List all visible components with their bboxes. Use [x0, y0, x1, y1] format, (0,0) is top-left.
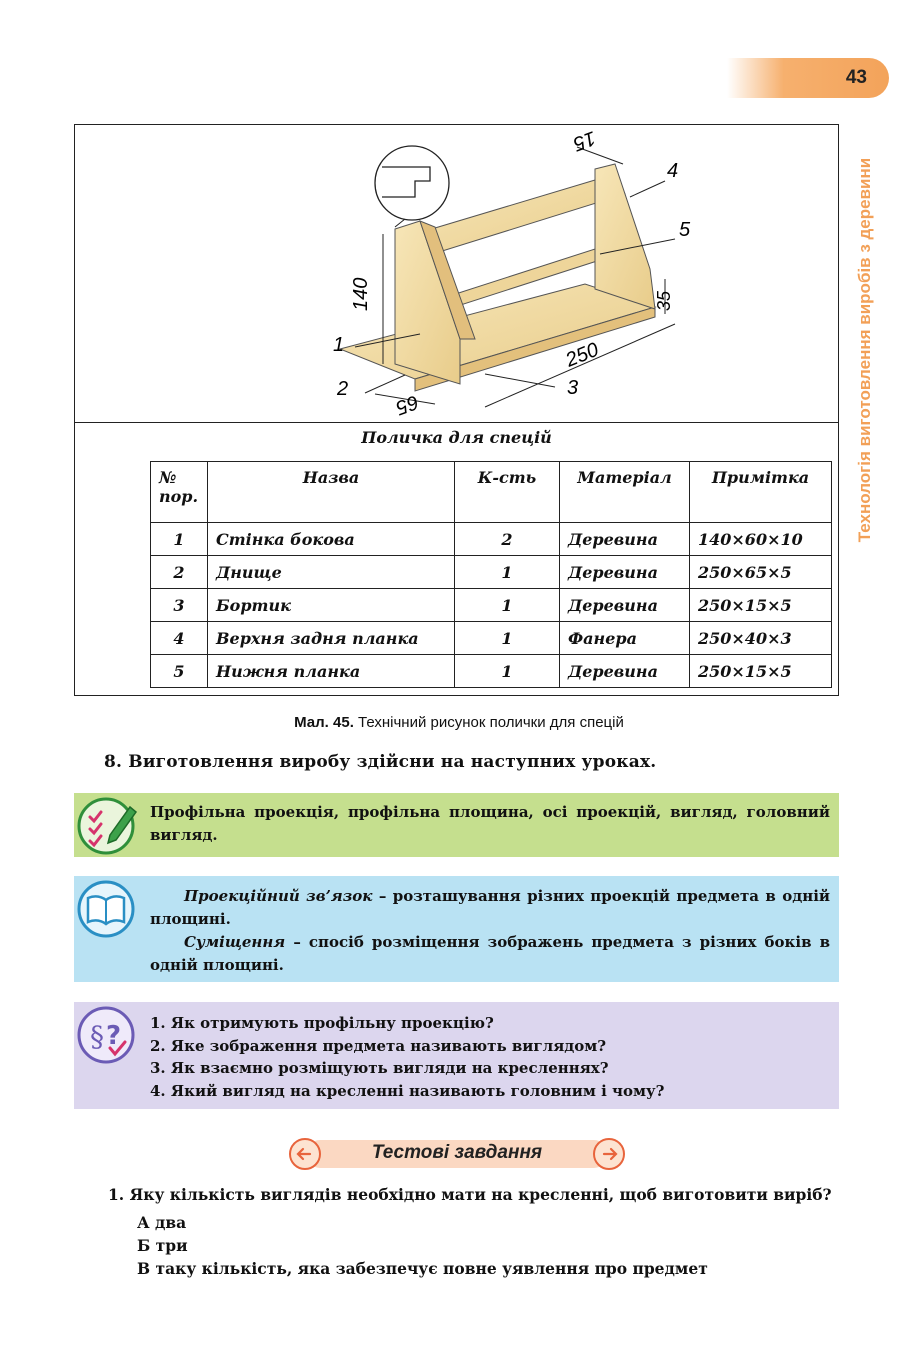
answer-letter: А — [137, 1213, 150, 1232]
callout-3: 3 — [567, 377, 579, 399]
cell-material: Деревина — [560, 556, 690, 589]
cell-num: 2 — [151, 556, 208, 589]
cell-note: 250×65×5 — [690, 556, 832, 589]
questions-box — [74, 1002, 839, 1109]
svg-text:?: ? — [106, 1021, 122, 1051]
callout-4: 4 — [667, 160, 679, 182]
leader-2 — [365, 375, 405, 393]
checklist-pencil-icon — [76, 795, 138, 857]
answer-text: таку кількість, яка забезпечує повне уявлення про предмет — [150, 1259, 708, 1278]
list-item: 4. Який вигляд на кресленні називають головним і чому? — [150, 1081, 665, 1100]
questions-list — [150, 1012, 664, 1102]
tests-header — [288, 1137, 626, 1171]
tests-title: Тестові завдання — [371, 1142, 543, 1163]
cell-name: Нижня планка — [208, 655, 455, 688]
answer-text: два — [149, 1213, 187, 1232]
answer-text: три — [150, 1236, 188, 1255]
answer-option-a — [137, 1211, 708, 1234]
definition-2-text: – спосіб розміщення зображень предмета з різних боків в одній площині. — [150, 933, 830, 974]
right-side-wall — [595, 164, 655, 309]
test-question-1: 1. Яку кількість виглядів необхідно мати на кресленні, щоб виготовити виріб? — [108, 1185, 832, 1204]
chapter-side-title-text: Технологія виготовлення виробів з деревини — [855, 157, 874, 542]
cell-num: 1 — [151, 523, 208, 556]
dim-label-35: 35 — [654, 290, 674, 311]
header-num: № пор. — [151, 462, 208, 523]
chapter-side-title — [845, 122, 885, 577]
cell-note: 250×40×3 — [690, 622, 832, 655]
dim-label-65: 65 — [392, 390, 422, 419]
svg-text:§: § — [90, 1020, 104, 1053]
caption-label: Мал. 45. — [294, 714, 354, 731]
callout-1: 1 — [333, 334, 345, 356]
cell-material: Деревина — [560, 589, 690, 622]
cell-material: Деревина — [560, 655, 690, 688]
cell-num: 3 — [151, 589, 208, 622]
table-row — [151, 655, 832, 688]
definition-2-term: Суміщення — [184, 933, 286, 951]
keywords-box — [74, 793, 839, 857]
step-8-text: 8. Виготовлення виробу здійсни на наступних уроках. — [104, 752, 657, 772]
cell-name: Бортик — [208, 589, 455, 622]
answer-option-c — [137, 1257, 708, 1280]
callout-2: 2 — [337, 378, 349, 400]
cell-note: 140×60×10 — [690, 523, 832, 556]
cell-material: Фанера — [560, 622, 690, 655]
figure-title: Поличка для спецій — [361, 428, 552, 447]
definition-1 — [150, 885, 830, 931]
definition-1-term: Проекційний зв’язок — [184, 887, 373, 905]
cell-qty: 1 — [455, 589, 560, 622]
leader-4 — [630, 181, 665, 197]
callout-5: 5 — [679, 219, 691, 241]
cell-note: 250×15×5 — [690, 655, 832, 688]
header-name: Назва — [208, 462, 455, 523]
header-qty: К-сть — [455, 462, 560, 523]
cell-qty: 2 — [455, 523, 560, 556]
page-number-tab — [727, 58, 889, 98]
test-answers — [137, 1211, 708, 1280]
cell-name: Днище — [208, 556, 455, 589]
cell-qty: 1 — [455, 556, 560, 589]
answer-letter: Б — [137, 1236, 151, 1255]
definition-2 — [150, 931, 830, 977]
specification-table — [150, 461, 832, 688]
cell-name: Стінка бокова — [208, 523, 455, 556]
dim-label-250: 250 — [562, 338, 602, 372]
cell-name: Верхня задня планка — [208, 622, 455, 655]
page-number: 43 — [845, 67, 867, 88]
list-item: 2. Яке зображення предмета називають виглядом? — [150, 1036, 607, 1055]
answer-letter: В — [137, 1259, 151, 1278]
cell-num: 5 — [151, 655, 208, 688]
definition-1-text: – розташування різних проекцій предмета в одній площині. — [150, 887, 831, 928]
open-book-icon — [76, 878, 138, 940]
figure-frame — [74, 124, 839, 696]
cell-material: Деревина — [560, 523, 690, 556]
header-note: Примітка — [690, 462, 832, 523]
cell-num: 4 — [151, 622, 208, 655]
table-row — [151, 556, 832, 589]
cell-qty: 1 — [455, 655, 560, 688]
table-row — [151, 589, 832, 622]
definitions-box — [74, 876, 839, 982]
list-item: 3. Як взаємно розміщують вигляди на кресленнях? — [150, 1059, 609, 1077]
cell-note: 250×15×5 — [690, 589, 832, 622]
caption-text: Технічний рисунок полички для спецій — [358, 714, 624, 731]
cell-qty: 1 — [455, 622, 560, 655]
header-material: Матеріал — [560, 462, 690, 523]
detail-magnifier — [375, 146, 449, 220]
dim-label-15: 15 — [570, 126, 599, 155]
section-question-icon — [76, 1004, 138, 1066]
list-item: 1. Як отримують профільну проекцію? — [150, 1014, 494, 1032]
figure-divider — [75, 422, 838, 423]
figure-caption — [0, 714, 918, 731]
definitions-text — [150, 885, 830, 977]
shelf-technical-drawing — [255, 126, 691, 422]
dim-label-140: 140 — [350, 277, 372, 311]
table-row — [151, 523, 832, 556]
keywords-text: Профільна проекція, профільна площина, осі проекцій, вигляд, головний вигляд. — [150, 803, 830, 844]
table-header-row — [151, 462, 832, 523]
answer-option-b — [137, 1234, 708, 1257]
table-row — [151, 622, 832, 655]
